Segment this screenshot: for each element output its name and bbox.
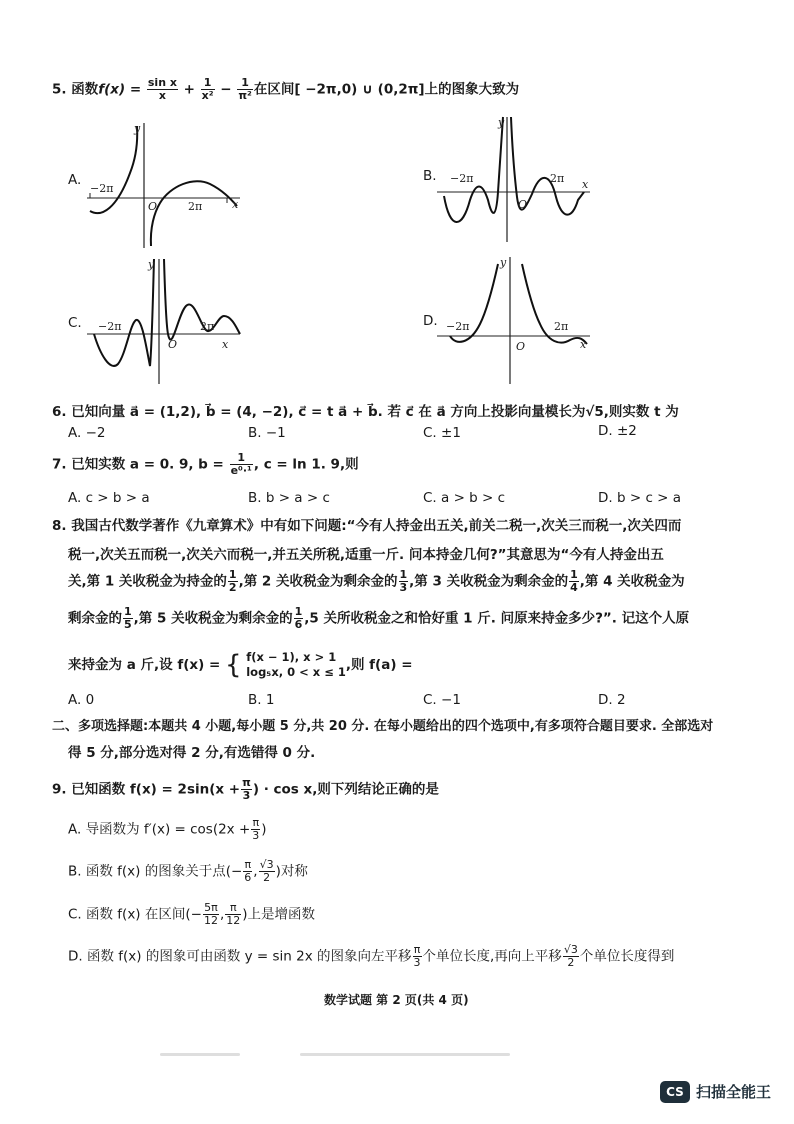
graph-b-neg-label: −2π <box>450 172 474 185</box>
q8-line-3: 关,第 1 关收税金为持金的 $\frac{1}{2}$ ,第 2 关收税金为剩余金的 $\frac{1}{3}$ ,第 3 关收税金为剩余金的 $\frac{1}{4}$ ,第 4 关收税金为 <box>68 568 685 594</box>
q7-stem: 7. 已知实数 a = 0. 9, b = $\frac{1}{\text{e⁰·¹}}$ , c = ln 1. 9,则 <box>52 451 359 477</box>
q9-option-c[interactable]: C. 函数 f(x) 在区间(− $\frac{5\pi}{12}$ , $\frac{\pi}{12}$ )上是增函数 <box>68 901 316 927</box>
q5-option-b-label[interactable]: B. <box>423 168 437 184</box>
graph-b-x-label: x <box>582 178 589 191</box>
graph-b-pos-label: 2π <box>550 172 565 185</box>
q8-case-1: f(x − 1), x > 1 <box>246 650 337 664</box>
q8-option-d[interactable]: D. 2 <box>598 692 626 708</box>
q8-option-c[interactable]: C. −1 <box>423 692 461 708</box>
graph-c-pos-label: 2π <box>200 320 215 333</box>
graph-c-origin: O <box>168 338 178 351</box>
section-2-heading-line-2: 得 5 分,部分选对得 2 分,有选错得 0 分. <box>68 745 316 761</box>
section-2-heading-line-1: 二、多项选择题:本题共 4 小题,每小题 5 分,共 20 分. 在每小题给出的四个选项中,有多项符合题目要求. 全部选对 <box>52 719 714 734</box>
graph-b-y-label: y <box>498 116 505 129</box>
q5-option-d-label[interactable]: D. <box>423 313 438 329</box>
q9-stem: 9. 已知函数 f(x) = 2sin(x + $\frac{\pi}{3}$ ) · cos x,则下列结论正确的是 <box>52 776 439 802</box>
graph-a-pos-label: 2π <box>188 200 203 213</box>
q8-option-b[interactable]: B. 1 <box>248 692 275 708</box>
page-footer: 数学试题 第 2 页(共 4 页) <box>324 993 469 1007</box>
graph-c-x-label: x <box>222 338 229 351</box>
q7-option-d[interactable]: D. b > c > a <box>598 490 682 506</box>
q6-option-b[interactable]: B. −1 <box>248 425 286 441</box>
q9-option-d[interactable]: D. 函数 f(x) 的图象可由函数 y = sin 2x 的图象向左平移 $\frac{\pi}{3}$ 个单位长度,再向上平移 $\frac{√3}{2}$ 个单位长度得到 <box>68 943 675 969</box>
q6-stem: 6. 已知向量 a⃗ = (1,2), b⃗ = (4, −2), c⃗ = t a⃗ + b⃗. 若 c⃗ 在 a⃗ 方向上投影向量模长为√5,则实数 t 为 <box>52 404 679 420</box>
q8-option-a[interactable]: A. 0 <box>68 692 95 708</box>
q7-option-c[interactable]: C. a > b > c <box>423 490 506 506</box>
graph-b-origin: O <box>518 198 528 211</box>
q9-option-b[interactable]: B. 函数 f(x) 的图象关于点(− $\frac{\pi}{6}$ , $\frac{√3}{2}$ )对称 <box>68 858 308 884</box>
q7-option-b[interactable]: B. b > a > c <box>248 490 330 506</box>
graph-d-y-label: y <box>500 256 507 269</box>
q8-line-2: 税一,次关五而税一,次关六而税一,并五关所税,适重一斤. 问本持金几何?”其意思为“今有人持金出五 <box>68 547 664 563</box>
graph-a-y-label: y <box>134 122 141 135</box>
q6-option-a[interactable]: A. −2 <box>68 425 106 441</box>
camscanner-logo-icon: CS <box>660 1081 690 1103</box>
q5-graph-b[interactable] <box>432 112 592 244</box>
q6-option-c[interactable]: C. ±1 <box>423 425 461 441</box>
graph-d-pos-label: 2π <box>554 320 569 333</box>
q8-line-1: 8. 我国古代数学著作《九章算术》中有如下问题:“今有人持金出五关,前关二税一,次关三而税一,次关四而 <box>52 518 682 534</box>
graph-a-neg-label: −2π <box>90 182 114 195</box>
graph-c-y-label: y <box>148 258 155 271</box>
q5-stem: 5. 函数f(x) = $\frac{\text{sin x}}{x}$ + $\frac{1}{\text{x²}}$ − $\frac{1}{\text{π²}}$ 在区间[ −2π,0) ∪ (0,2π]上的图象大致为 <box>52 76 520 102</box>
q8-line-5: 来持金为 a 斤,设 f(x) = { f(x − 1), x > 1 log₅x, 0 < x ≤ 1 ,则 f(a) = <box>68 650 413 680</box>
graph-d-neg-label: −2π <box>446 320 470 333</box>
q8-line-4: 剩余金的 $\frac{1}{5}$ ,第 5 关收税金为剩余金的 $\frac{1}{6}$ ,5 关所收税金之和恰好重 1 斤. 问原来持金多少?”. 记这个人原 <box>68 605 690 631</box>
q7-option-a[interactable]: A. c > b > a <box>68 490 150 506</box>
q5-graph-d[interactable] <box>432 252 592 384</box>
q9-option-a[interactable]: A. 导函数为 f′(x) = cos(2x + $\frac{\pi}{3}$ ) <box>68 816 267 842</box>
q5-option-a-label[interactable]: A. <box>68 172 82 188</box>
graph-a-origin: O <box>148 200 158 213</box>
scan-smear <box>160 1053 240 1056</box>
q6-option-d[interactable]: D. ±2 <box>598 423 637 439</box>
graph-d-origin: O <box>516 340 526 353</box>
q5-graph-a[interactable] <box>82 118 242 250</box>
graph-c-neg-label: −2π <box>98 320 122 333</box>
q5-option-c-label[interactable]: C. <box>68 315 82 331</box>
graph-d-x-label: x <box>580 338 587 351</box>
q8-case-2: log₅x, 0 < x ≤ 1 <box>246 665 346 679</box>
scan-smear <box>300 1053 510 1056</box>
camscanner-watermark-text: 扫描全能王 <box>696 1083 772 1101</box>
q5-graph-c[interactable] <box>82 254 242 386</box>
graph-a-x-label: x <box>232 198 239 211</box>
